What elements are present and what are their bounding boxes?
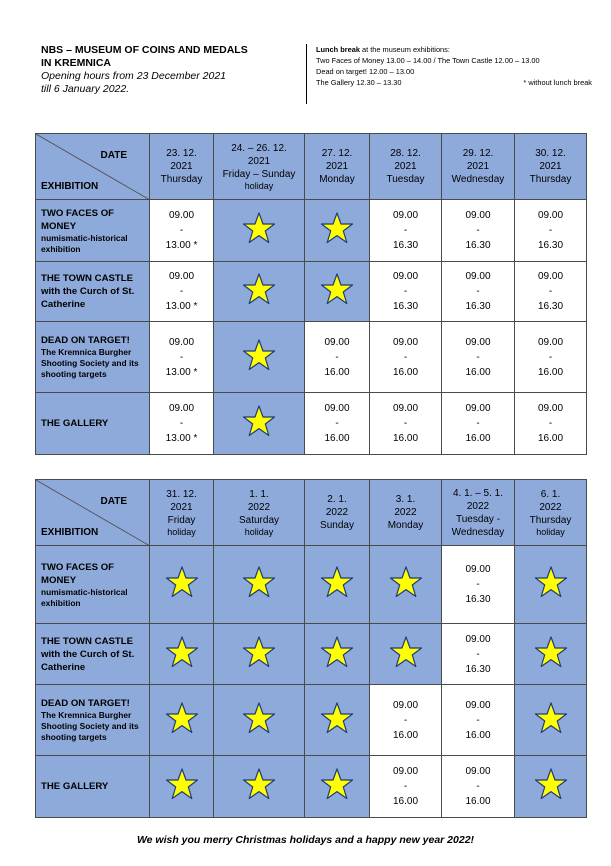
hours-dash: - [403, 781, 408, 792]
hours-dash: - [548, 418, 553, 429]
exhibition-row [36, 322, 587, 393]
exhibition-name-cell [36, 756, 150, 818]
opening-hours [370, 401, 441, 446]
closed-cell [515, 546, 587, 624]
star-icon [534, 701, 568, 735]
day-of-week: Thursday [529, 515, 572, 526]
date-header [305, 147, 369, 186]
subtitle-line-1: Opening hours from 23 December 2021 [41, 70, 227, 82]
lunch-break-info [306, 44, 596, 104]
lunch-heading [316, 44, 596, 55]
date-day: 1. 1. [249, 489, 269, 500]
close-time: 13.00 * [165, 301, 198, 312]
hours-cell [150, 393, 214, 455]
exhibition-name-cell [36, 393, 150, 455]
date-year: 2022 [394, 507, 417, 518]
hours-dash: - [476, 418, 480, 429]
hours-cell [150, 262, 214, 322]
closed-cell [515, 685, 587, 756]
day-of-week: Friday [167, 515, 196, 526]
open-time: 09.00 [168, 271, 195, 282]
closed-cell [214, 685, 305, 756]
closed-cell [214, 200, 305, 262]
star-icon [534, 565, 568, 599]
date-year: 2021 [170, 502, 193, 513]
close-time: 16.30 [392, 301, 419, 312]
header-row [36, 134, 587, 200]
day-of-week: Monday [387, 520, 424, 531]
opening-hours [150, 269, 213, 314]
date-header-cell [370, 480, 442, 546]
opening-hours [515, 208, 586, 253]
date-header-cell [214, 134, 305, 200]
exhibition-row [36, 393, 587, 455]
hours-dash: - [403, 225, 408, 236]
hours-cell [370, 322, 442, 393]
open-time: 09.00 [392, 699, 419, 711]
exhibition-row [36, 200, 587, 262]
hours-dash: - [476, 714, 480, 726]
closed-cell [214, 322, 305, 393]
subtitle-line-2: till 6 January 2022. [41, 83, 130, 95]
hours-cell [370, 685, 442, 756]
day-of-week: Friday – Sunday [222, 169, 296, 180]
hours-cell [442, 200, 515, 262]
opening-hours [442, 208, 514, 253]
star-icon [242, 701, 276, 735]
hours-cell [370, 393, 442, 455]
day-of-week: Monday [319, 174, 355, 185]
date-year: 2022 [466, 500, 490, 512]
star-icon [320, 767, 354, 801]
hours-cell [442, 756, 515, 818]
opening-hours [442, 335, 514, 380]
closed-cell [515, 624, 587, 685]
closed-cell [150, 756, 214, 818]
exhibition-name-cell [36, 200, 150, 262]
date-day: 27. 12. [321, 148, 353, 159]
hours-dash: - [403, 351, 408, 363]
lunch-bold: Lunch break [316, 45, 360, 54]
exhibition-name: THE GALLERY [41, 418, 109, 429]
opening-hours [305, 335, 369, 380]
exhibition-name-cell [36, 322, 150, 393]
page-title [41, 44, 291, 70]
hours-cell [305, 322, 370, 393]
hours-dash: - [179, 286, 184, 297]
day-of-week: Sunday [320, 520, 354, 531]
holiday-note: holiday [244, 527, 274, 537]
lunch-rest: at the museum exhibitions: [359, 45, 450, 54]
date-year: 2022 [325, 507, 349, 518]
hours-dash: - [548, 351, 553, 363]
open-time: 09.00 [465, 699, 491, 711]
hours-dash: - [403, 714, 408, 726]
star-icon [165, 767, 199, 801]
exhibition-subtitle: numismatic-historical exhibition [41, 232, 128, 254]
exhibition-subtitle: The Kremnica Burgher Shooting Society and its shooting targets [41, 710, 139, 742]
opening-hours [305, 401, 369, 446]
hours-cell [305, 393, 370, 455]
corner-date-label: DATE [100, 150, 127, 161]
closed-cell [515, 756, 587, 818]
lunch-note: * without lunch break [523, 78, 592, 87]
date-day: 29. 12. [462, 148, 494, 159]
opening-hours [515, 401, 586, 446]
hours-dash: - [476, 648, 480, 660]
star-icon [242, 767, 276, 801]
hours-dash: - [476, 225, 480, 236]
open-time: 09.00 [465, 633, 491, 645]
open-time: 09.00 [324, 403, 350, 414]
hours-cell [442, 685, 515, 756]
hours-cell [150, 322, 214, 393]
close-time: 16.30 [465, 594, 491, 605]
hours-dash: - [548, 286, 553, 297]
hours-dash: - [179, 225, 184, 236]
date-year: 2021 [394, 161, 417, 172]
exhibition-name-cell [36, 262, 150, 322]
closed-cell [305, 624, 370, 685]
close-time: 16.00 [465, 366, 491, 378]
date-header-cell [150, 480, 214, 546]
day-of-week: Wednesday [451, 174, 505, 185]
exhibition-name-cell [36, 624, 150, 685]
hours-dash: - [476, 351, 480, 363]
lunch-line-4: The Gallery 12.30 – 13.30 [316, 78, 402, 87]
close-time: 16.30 [465, 663, 491, 675]
close-time: 16.00 [465, 729, 491, 741]
exhibition-name: THE GALLERY [41, 781, 109, 792]
open-time: 09.00 [168, 210, 195, 221]
closed-cell [370, 624, 442, 685]
hours-dash: - [179, 418, 184, 429]
open-time: 09.00 [537, 210, 564, 221]
corner-cell [36, 480, 150, 546]
hours-dash: - [476, 579, 480, 590]
date-day: 28. 12. [390, 148, 421, 159]
open-time: 09.00 [465, 403, 491, 414]
exhibition-name: DEAD ON TARGET! [41, 335, 130, 346]
hours-cell [515, 393, 587, 455]
open-time: 09.00 [392, 766, 419, 777]
star-icon [242, 635, 276, 669]
day-of-week: Tuesday - Wednesday [451, 513, 505, 538]
hours-cell [442, 262, 515, 322]
holiday-note: holiday [536, 527, 565, 537]
hours-dash: - [476, 781, 480, 792]
hours-cell [442, 546, 515, 624]
date-year: 2021 [325, 161, 349, 172]
hours-dash: - [403, 418, 408, 429]
date-year: 2021 [247, 156, 271, 167]
exhibition-subtitle: numismatic-historical exhibition [41, 586, 128, 608]
date-header-cell [370, 134, 442, 200]
star-icon [389, 565, 423, 599]
star-icon [165, 635, 199, 669]
date-header [150, 488, 213, 537]
close-time: 16.30 [537, 301, 564, 312]
date-header-cell [305, 480, 370, 546]
star-icon [242, 338, 276, 372]
date-header [442, 147, 514, 186]
date-header [515, 488, 586, 537]
day-of-week: Thursday [160, 174, 203, 185]
open-time: 09.00 [537, 403, 564, 414]
closed-cell [214, 756, 305, 818]
opening-hours [442, 698, 514, 743]
hours-cell [370, 200, 442, 262]
date-day: 3. 1. [395, 494, 416, 505]
day-of-week: Tuesday [386, 174, 425, 185]
star-icon [320, 565, 354, 599]
exhibition-subtitle: The Kremnica Burgher Shooting Society and its shooting targets [41, 347, 139, 379]
opening-hours [150, 208, 213, 253]
opening-hours [150, 335, 213, 380]
close-time: 13.00 * [165, 366, 198, 378]
opening-hours [442, 269, 514, 314]
hours-cell [515, 262, 587, 322]
date-header-cell [442, 480, 515, 546]
footer-greeting: We wish you merry Christmas holidays and a happy new year 2022! [136, 834, 475, 846]
close-time: 13.00 * [165, 433, 198, 444]
closed-cell [305, 685, 370, 756]
star-icon [165, 565, 199, 599]
close-time: 16.00 [392, 433, 419, 444]
star-icon [320, 272, 354, 306]
hours-cell [515, 200, 587, 262]
open-time: 09.00 [465, 564, 491, 575]
lunch-line-2: Two Faces of Money 13.00 – 14.00 / The Town Castle 12.00 – 13.00 [316, 56, 540, 65]
opening-hours [442, 401, 514, 446]
opening-hours [370, 208, 441, 253]
date-header [214, 488, 304, 537]
star-icon [389, 635, 423, 669]
date-day: 23. 12. [166, 148, 197, 159]
date-day: 4. 1. – 5. 1. [452, 487, 504, 499]
date-day: 2. 1. [327, 494, 347, 505]
hours-dash: - [403, 286, 408, 297]
hours-dash: - [548, 225, 553, 236]
exhibition-name: THE TOWN CASTLE with the Curch of St. Catherine [41, 273, 135, 310]
date-header [515, 147, 586, 186]
lunch-line-3: Dead on target! 12.00 – 13.00 [316, 67, 415, 76]
exhibition-row [36, 262, 587, 322]
open-time: 09.00 [392, 336, 419, 348]
exhibition-name-cell [36, 546, 150, 624]
close-time: 16.00 [465, 433, 491, 444]
open-time: 09.00 [537, 336, 564, 348]
exhibition-name-cell [36, 685, 150, 756]
open-time: 09.00 [392, 403, 419, 414]
star-icon [320, 635, 354, 669]
date-header-cell [515, 134, 587, 200]
date-header [370, 147, 441, 186]
close-time: 16.00 [324, 366, 350, 378]
close-time: 16.00 [537, 366, 564, 378]
closed-cell [214, 624, 305, 685]
star-icon [242, 404, 276, 438]
hours-dash: - [476, 286, 480, 297]
open-time: 09.00 [392, 271, 419, 282]
opening-hours [515, 269, 586, 314]
date-header-cell [305, 134, 370, 200]
opening-hours [370, 335, 441, 380]
open-time: 09.00 [168, 336, 195, 348]
title-line-1: NBS – MUSEUM OF COINS AND MEDALS [41, 44, 248, 56]
closed-cell [150, 546, 214, 624]
close-time: 16.00 [392, 729, 419, 741]
date-day: 6. 1. [540, 489, 561, 500]
open-time: 09.00 [168, 403, 195, 414]
exhibition-name: DEAD ON TARGET! [41, 698, 130, 709]
close-time: 16.00 [324, 433, 350, 444]
opening-hours [442, 764, 514, 809]
date-day: 30. 12. [535, 148, 566, 159]
exhibition-row [36, 624, 587, 685]
date-header-cell [150, 134, 214, 200]
date-year: 2022 [539, 502, 562, 513]
exhibition-name: THE TOWN CASTLE with the Curch of St. Catherine [41, 635, 135, 673]
opening-hours [515, 335, 586, 380]
close-time: 16.00 [392, 796, 419, 807]
schedule-table-1 [35, 133, 587, 455]
closed-cell [305, 262, 370, 322]
closed-cell [214, 546, 305, 624]
close-time: 16.30 [392, 240, 419, 251]
corner-exhibition-label: EXHIBITION [41, 527, 99, 538]
open-time: 09.00 [324, 336, 350, 348]
open-time: 09.00 [465, 766, 491, 777]
hours-dash: - [179, 351, 184, 363]
open-time: 09.00 [392, 210, 419, 221]
date-header-cell [442, 134, 515, 200]
closed-cell [150, 624, 214, 685]
close-time: 16.00 [537, 433, 564, 444]
hours-cell [442, 624, 515, 685]
close-time: 13.00 * [165, 240, 198, 251]
closed-cell [305, 546, 370, 624]
exhibition-row [36, 756, 587, 818]
close-time: 16.30 [465, 301, 491, 312]
closed-cell [305, 200, 370, 262]
closed-cell [214, 393, 305, 455]
star-icon [242, 565, 276, 599]
star-icon [242, 272, 276, 306]
exhibition-row [36, 546, 587, 624]
date-header [305, 493, 369, 532]
opening-hours [150, 401, 213, 446]
exhibition-row [36, 685, 587, 756]
corner-cell [36, 134, 150, 200]
date-header [370, 493, 441, 532]
hours-cell [370, 262, 442, 322]
date-year: 2021 [466, 161, 490, 172]
date-header [214, 142, 304, 191]
closed-cell [214, 262, 305, 322]
hours-cell [442, 393, 515, 455]
opening-hours [442, 632, 514, 677]
opening-hours [370, 764, 441, 809]
date-header-cell [515, 480, 587, 546]
hours-cell [150, 200, 214, 262]
corner-date-label: DATE [100, 496, 127, 507]
opening-period [41, 70, 291, 96]
hours-cell [370, 756, 442, 818]
date-header-cell [214, 480, 305, 546]
close-time: 16.30 [465, 240, 491, 251]
star-icon [242, 211, 276, 245]
closed-cell [305, 756, 370, 818]
star-icon [320, 701, 354, 735]
close-time: 16.30 [537, 240, 564, 251]
date-day: 31. 12. [166, 489, 197, 500]
opening-hours [442, 562, 514, 607]
date-year: 2021 [539, 161, 562, 172]
corner-exhibition-label: EXHIBITION [41, 181, 99, 192]
close-time: 16.00 [465, 796, 491, 807]
hours-dash: - [335, 418, 339, 429]
star-icon [320, 211, 354, 245]
star-icon [165, 701, 199, 735]
star-icon [534, 635, 568, 669]
hours-dash: - [335, 351, 339, 363]
opening-hours [370, 698, 441, 743]
exhibition-name: TWO FACES OF MONEY [41, 207, 115, 232]
close-time: 16.00 [392, 366, 419, 378]
hours-cell [442, 322, 515, 393]
header-block [41, 44, 291, 96]
date-year: 2022 [247, 502, 271, 513]
open-time: 09.00 [465, 336, 491, 348]
date-header [150, 147, 213, 186]
day-of-week: Thursday [529, 174, 572, 185]
date-year: 2021 [170, 161, 193, 172]
open-time: 09.00 [465, 271, 491, 282]
date-header [442, 487, 514, 539]
day-of-week: Saturday [238, 515, 280, 526]
holiday-note: holiday [244, 181, 274, 191]
schedule-table-2 [35, 479, 587, 818]
date-day: 24. – 26. 12. [231, 143, 287, 154]
title-line-2: IN KREMNICA [41, 57, 111, 69]
hours-cell [515, 322, 587, 393]
star-icon [534, 767, 568, 801]
holiday-note: holiday [167, 527, 196, 537]
opening-hours [370, 269, 441, 314]
header-row [36, 480, 587, 546]
closed-cell [370, 546, 442, 624]
open-time: 09.00 [537, 271, 564, 282]
closed-cell [150, 685, 214, 756]
open-time: 09.00 [465, 210, 491, 221]
exhibition-name: TWO FACES OF MONEY [41, 561, 115, 586]
